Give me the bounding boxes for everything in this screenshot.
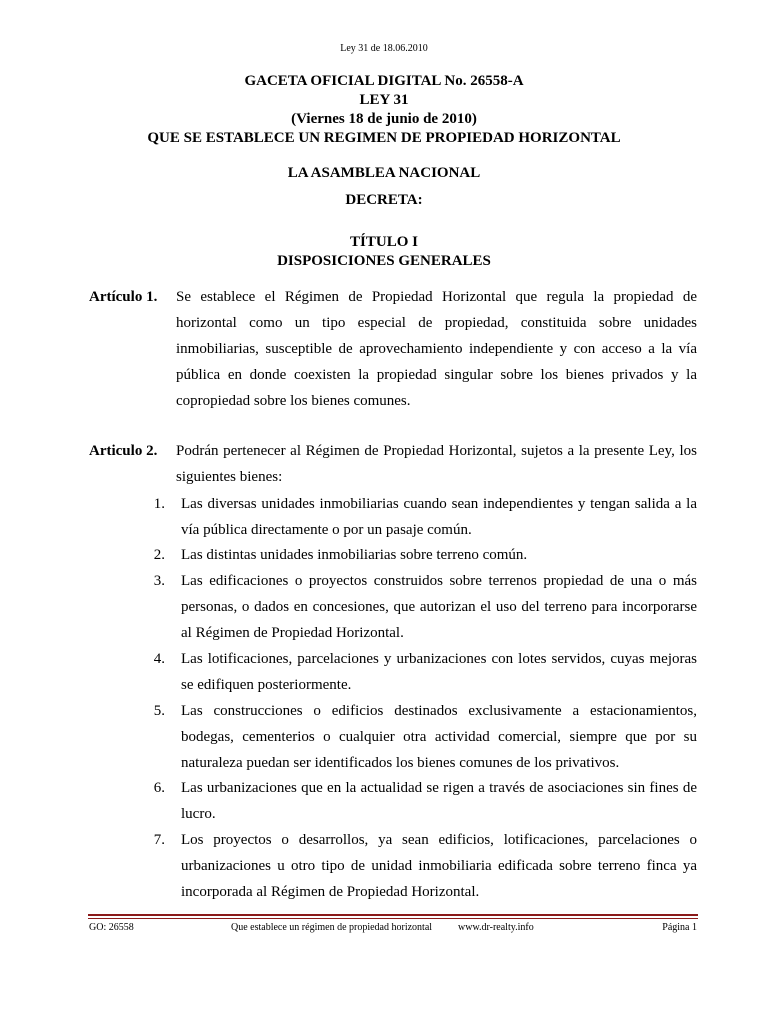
list-item-text: Los proyectos o desarrollos, ya sean edificios, lotificaciones, parcelaciones o urbanizaciones u otro tipo de unidad inmobiliaria edificada sobre terreno finca ya incorporada al Régimen de Propiedad Horizontal. xyxy=(181,832,697,900)
decree-heading: DECRETA: xyxy=(345,192,423,208)
list-item-text: Las distintas unidades inmobiliarias sobre terreno común. xyxy=(181,547,528,563)
footer-rule-thin xyxy=(88,918,698,919)
list-item-number: 4. xyxy=(153,651,165,667)
list-item-number: 2. xyxy=(153,547,165,563)
list-item-text: Las lotificaciones, parcelaciones y urbanizaciones con lotes servidos, cuyas mejoras se edifiquen posteriormente. xyxy=(181,651,697,693)
list-item-number: 3. xyxy=(153,573,165,589)
titulo-name: DISPOSICIONES GENERALES xyxy=(277,253,491,269)
list-item-text: Las urbanizaciones que en la actualidad se rigen a través de asociaciones sin fines de lucro. xyxy=(181,780,697,822)
list-item-number: 7. xyxy=(153,832,165,848)
footer-website: www.dr-realty.info xyxy=(458,922,534,933)
list-item-number: 6. xyxy=(153,780,165,796)
footer-rule-thick xyxy=(88,914,698,916)
running-head: Ley 31 de 18.06.2010 xyxy=(340,43,428,54)
titulo-number: TÍTULO I xyxy=(350,234,418,250)
list-item-number: 5. xyxy=(153,703,165,719)
article-2-label: Articulo 2. xyxy=(89,443,158,459)
footer-gazette-number: GO: 26558 xyxy=(89,922,134,933)
gazette-title-block xyxy=(0,72,768,148)
article-1-label: Artículo 1. xyxy=(89,289,158,305)
assembly-heading: LA ASAMBLEA NACIONAL xyxy=(287,165,481,181)
footer-subject: Que establece un régimen de propiedad horizontal xyxy=(231,922,433,933)
list-item-text: Las edificaciones o proyectos construidos sobre terrenos propiedad de una o más personas, o dados en concesiones, que autorizan el uso del terreno para incorporarse al Régimen de Propiedad Horizontal. xyxy=(181,573,697,641)
list-item-text: Las diversas unidades inmobiliarias cuando sean independientes y tengan salida a la vía pública directamente o por un pasaje común. xyxy=(181,496,697,538)
article-2-text: Podrán pertenecer al Régimen de Propiedad Horizontal, sujetos a la presente Ley, los siguientes bienes: xyxy=(176,443,697,485)
list-item-text: Las construcciones o edificios destinados exclusivamente a estacionamientos, bodegas, cementerios o cualquier otra actividad comercial, siempre que por su naturaleza puedan ser identificados los bienes comunes de los privativos. xyxy=(181,703,697,771)
law-date: (Viernes 18 de junio de 2010) xyxy=(291,111,477,127)
list-item-number: 1. xyxy=(153,496,165,512)
footer-page-number: Página 1 xyxy=(662,922,697,933)
law-number: LEY 31 xyxy=(359,92,409,108)
gazette-title: GACETA OFICIAL DIGITAL No. 26558-A xyxy=(244,73,524,89)
law-subject: QUE SE ESTABLECE UN REGIMEN DE PROPIEDAD HORIZONTAL xyxy=(147,130,621,146)
article-1-text: Se establece el Régimen de Propiedad Horizontal que regula la propiedad de horizontal como un tipo especial de propiedad, constituida sobre unidades inmobiliarias, susceptible de aprovechamiento independiente y con acceso a la vía pública en donde coexisten la propiedad singular sobre los bienes privados y la copropiedad sobre los bienes comunes. xyxy=(176,289,697,409)
